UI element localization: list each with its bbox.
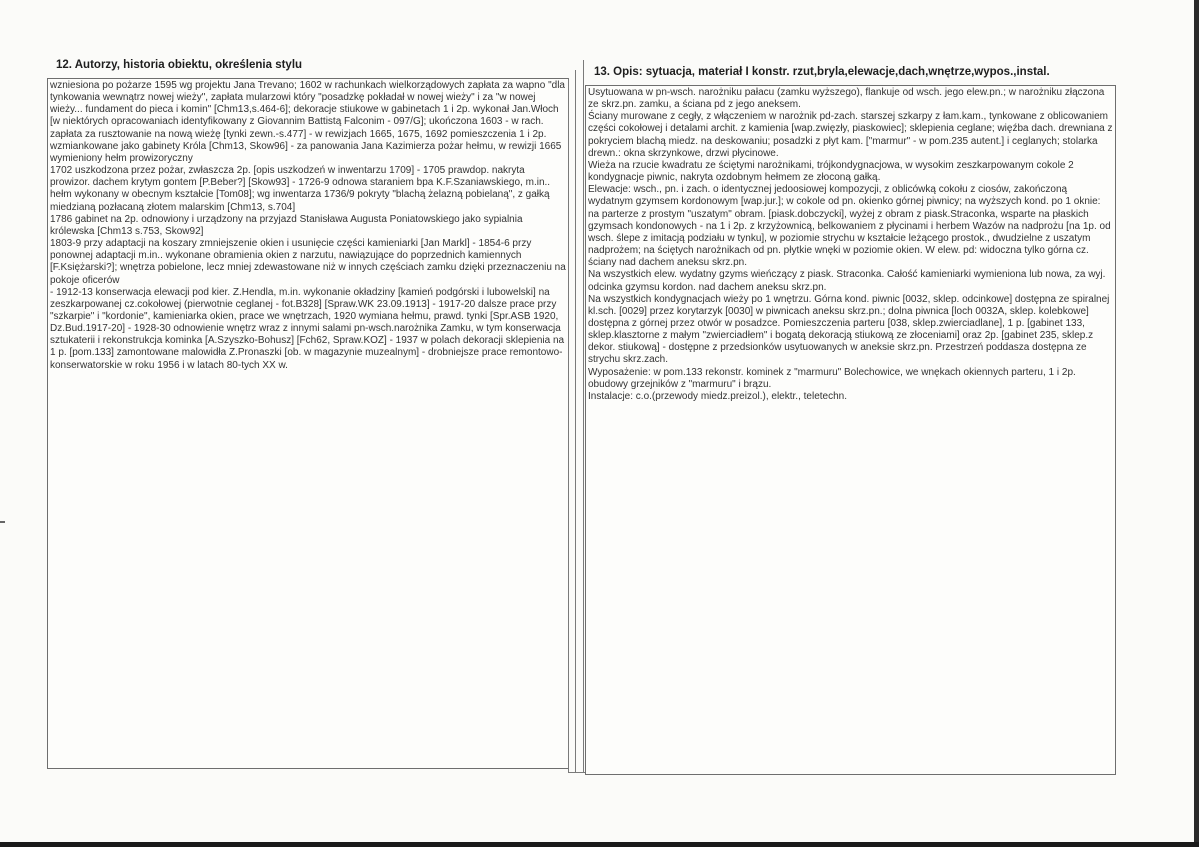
scan-edge-bottom — [0, 842, 1199, 847]
history-paragraph: 1702 uszkodzona przez pożar, zwłaszcza 2p. [opis uszkodzeń w inwentarzu 1709] - 1705 prawdop. nakryta prowizor. dachem krytym gontem [P.Beber?] [Skow93] - 1726-9 odnowa staraniem bpa K.F.Szaniawskiego, m.in.. hełm wykonany w obecnym kształcie [Tom08]; wg inwentarza 1736/9 pokryty "blachą żelazną pobielaną", z gałką miedzianą pozłacaną złotem malarskim [Chm13, s.704] — [50, 165, 551, 213]
section-12-title: 12. Autorzy, historia obiektu, określenia stylu — [56, 59, 303, 71]
column-divider-right — [583, 60, 584, 773]
scan-artifact-mark — [0, 521, 5, 523]
description-paragraph: Instalacje: c.o.(przewody miedz.preizol.), elektr., teletechn. — [588, 390, 848, 402]
history-paragraph: 1803-9 przy adaptacji na koszary zmniejszenie okien i usunięcie części kamieniarki [Jan Markl] - 1854-6 przy ponownej adaptacji m.in.. wykonane obramienia okien z narzutu, nawiązujące do poprzednich kamiennych [F.Księżarski?]; wnętrza pobielone, lecz mniej zdewastowane niż w innych częściach zamku dzięki przeznaczeniu na pokoje oficerów — [50, 238, 566, 286]
description-paragraph: Ściany murowane z cegły, z włączeniem w narożnik pd-zach. starszej szkarpy z łam.kam., tynkowane z oblicowaniem części cokołowej i detalami archit. z kamienia [wap.zwięzły, piaskowiec]; sklepienia ceglane; więźba dach. drewniana z pokryciem blachą miedz. na deskowaniu; posadzki z płyt kam. ["marmur" - w pom.235 autent.] i ceglanych; stolarka drewn.: okna skrzynkowe, drzwi płycinowe. — [588, 111, 1113, 159]
section-13-description-box — [585, 85, 1116, 775]
history-paragraph: 1786 gabinet na 2p. odnowiony i urządzony na przyjazd Stanisława Augusta Poniatowskiego jako sypialnia królewska [Chm13 s.753, Skow92] — [50, 213, 523, 237]
description-paragraph: Wieża na rzucie kwadratu ze ściętymi narożnikami, trójkondygnacjowa, w wysokim zeszkarpowanym cokole 2 kondygnacje piwnic, nakryta ozdobnym hełmem ze złoconą gałką. — [588, 159, 1074, 184]
description-paragraph: Elewacje: wsch., pn. i zach. o identycznej jedoosiowej kompozycji, z oblicówką cokołu z ciosów, zakończoną wydatnym gzymsem kordonowym [wap.jur.]; w cokole od pn. okienko górnej piwnicy; na wyższych kond. po 1 oknie: na parterze z prostym "uszatym" obram. [piask.dobczycki], wyżej z obram z piask.Straconka, wsparte na płaskich gzymsach kondonowych - na 1 i 2p. z krzyżownicą, belkowaniem z płycinami i herbem Wazów na nadprożu [na 1p. od wsch. ślepe z imitacją podziału w tynku], w poziomie strychu w kształcie leżącego prostok., dwudzielne z uszatym nadprożem; na ściętych narożnikach od pn. płytkie wnęki w poziomie okien. W elew. pd: widoczna tylko górna cz. ściany nad dachem aneksu skrz.pn. — [588, 184, 1111, 269]
column-divider-left — [568, 78, 569, 773]
description-paragraph: Na wszystkich elew. wydatny gzyms wieńczący z piask. Straconka. Całość kamieniarki wymieniona lub nowa, za wyj. odcinka gzymsu kordon. nad dachem aneksu skrz.pn. — [588, 269, 1106, 293]
description-paragraph: Na wszystkich kondygnacjach wieży po 1 wnętrzu. Górna kond. piwnic [0032, sklep. odcinkowe] dostępna ze spiralnej kl.sch. [0029] przez korytarzyk [0030] w piwnicach aneksu skrz.pn.; dolna piwnica [loch 0032A, sklep. kolebkowe] dostępna z górnej przez otwór w posadzce. Pomieszczenia parteru [038, sklep.zwierciadlane], 1 p. [gabinet 133, sklep.klasztorne z małym "zwierciadłem" i bogatą dekoracją stiukową ze złoceniami] oraz 2p. [gabinet 235, sklep.z dekor. stiukową] - dostępne z przedsionków usytuowanych w aneksie skrz.pn. Przestrzeń poddasza dostępna ze strychu skrz.zach. — [588, 293, 1110, 366]
history-paragraph: - 1912-13 konserwacja elewacji pod kier. Z.Hendla, m.in. wykonanie okładziny [kamień podgórski i lubowelski] na zeszkarpowanej cz.cokołowej (pierwotnie ceglanej - fot.B328] [Spraw.WK 23.09.1913] - 1917-20 dalsze prace przy "szkarpie" i "kordonie", kamieniarka okien, prace we wnętrzach, 1920 wymiana hełmu, prawd. tynki [Spr.ASB 1920, Dz.Bud.1917-20] - 1928-30 odnowienie wnętrz wraz z innymi salami pn-wsch.narożnika Zamku, w tym konserwacja sztukaterii i rekonstrukcja kominka [A.Szyszko-Bohusz] [Fch62, Spraw.KOZ] - 1937 w polach dekoracji sklepienia na 1 p. [pom.133] zamontowane malowidła Z.Pronaszki [ob. w magazynie muzealnym] - drobniejsze prace remontowo-konserwatorskie w roku 1956 i w latach 80-tych XX w. — [50, 286, 565, 371]
description-paragraph: Usytuowana w pn-wsch. narożniku pałacu (zamku wyższego), flankuje od wsch. jego elew.pn.; w narożniku złączona ze skrz.pn. zamku, a ściana pd z jego aneksem. — [588, 87, 1105, 111]
scan-edge-right — [1194, 0, 1199, 847]
column-divider-mid — [575, 70, 576, 773]
history-paragraph: wzniesiona po pożarze 1595 wg projektu Jana Trevano; 1602 w rachunkach wielkorządowych zapłata za wapno "dla tynkowania wewnątrz nowej wieży", zapłata mularzowi który "posadzkę pokładał w nowej wieży" i za "w nowej wieży... fundament do pieca i komin" [Chm13,s.464-6]; dekoracje stiukowe w gabinetach 1 i 2p. wykonał Jan.Włoch [w niektórych opracowaniach identyfikowany z Giovannim Battistą Falconim - 097/G]; ukończona 1603 - w rach. zapłata za rusztowanie na nową wieżę [tynki zewn.-s.477] - w rewizjach 1665, 1675, 1692 pomieszczenia 1 i 2p. wzmiankowane jako gabinety Króla [Chm13, Skow96] - za panowania Jana Kazimierza pożar hełmu, w rewizji 1665 wymieniony hełm prowizoryczny — [50, 80, 565, 164]
section-12-history-box — [47, 78, 569, 769]
section-13-title: 13. Opis: sytuacja, materiał I konstr. rzut,bryla,elewacje,dach,wnętrze,wypos.,instal. — [594, 66, 1050, 78]
description-paragraph: Wyposażenie: w pom.133 rekonstr. kominek z "marmuru" Bolechowice, we wnękach okiennych parteru, 1 i 2p. obudowy grzejników z "marmuru" i brązu. — [588, 366, 1076, 390]
